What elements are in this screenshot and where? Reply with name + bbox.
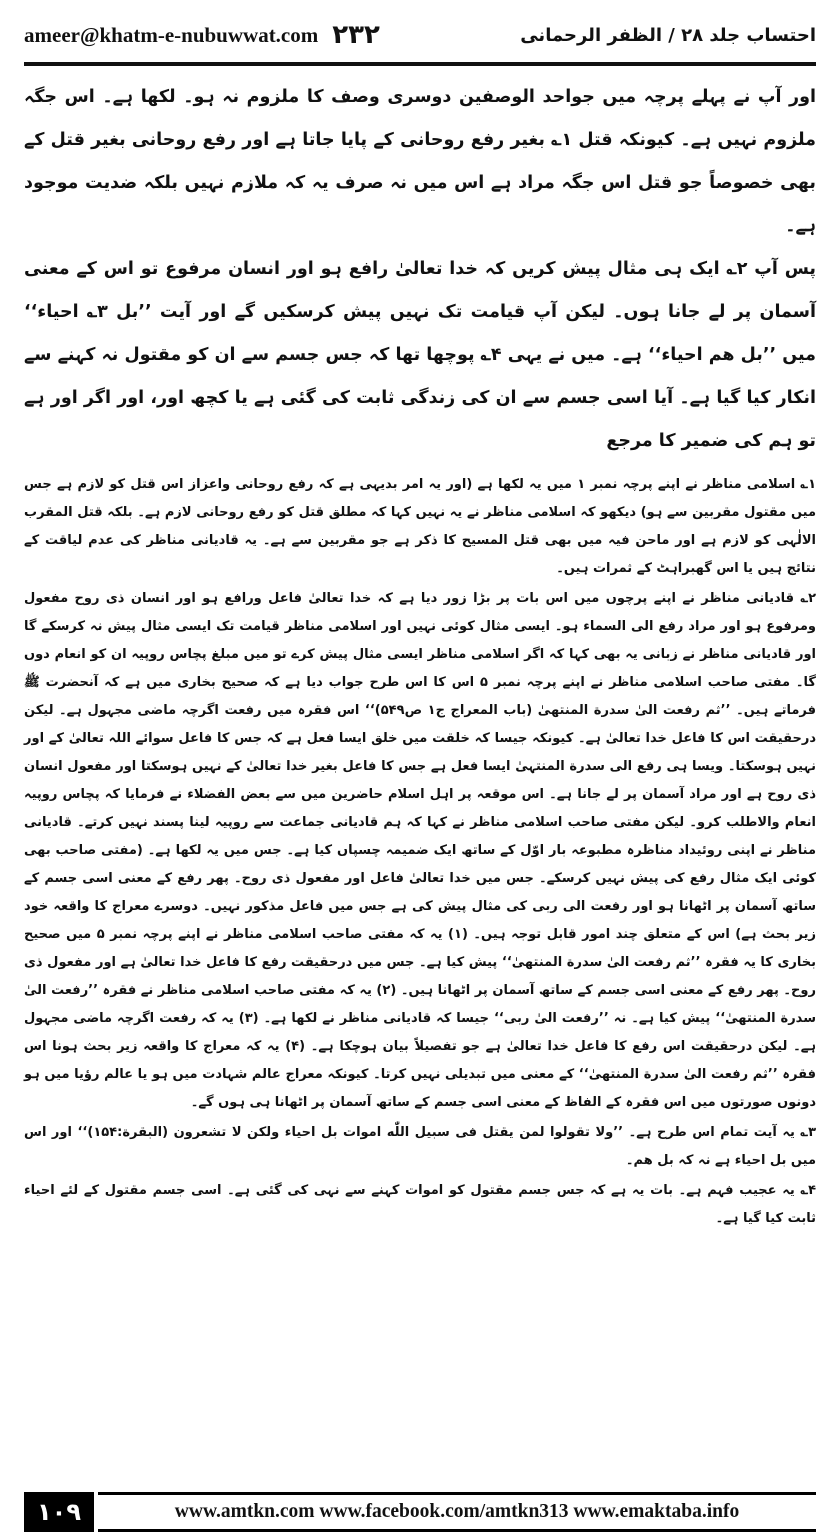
- page-footer: [24, 1492, 816, 1532]
- header-book-title: احتساب جلد ۲۸ / الظفر الرحمانی: [520, 24, 816, 46]
- footer-links[interactable]: www.amtkn.com www.facebook.com/amtkn313 www.emaktaba.info: [98, 1492, 816, 1532]
- header-left: [24, 20, 380, 50]
- page-body: [24, 76, 816, 1235]
- main-paragraph: پس آپ ۲؎ ایک ہی مثال پیش کریں کہ خدا تعالیٰ رافع ہو اور انسان مرفوع تو اس کے معنی آسمان پر لے جانا ہوں۔ لیکن آپ قیامت تک نہیں پیش کرسکیں گے اور آیت ’’بل ۳؎ احیاء‘‘ میں ’’بل هم احیاء‘‘ ہے۔ میں نے یہی ۴؎ پوچھا تھا کہ جس جسم سے ان کو مقتول نہ کہنے سے انکار کیا گیا ہے۔ آیا اسی جسم سے ان کی زندگی ثابت کی گئی ہے یا کچھ اور، اور اگر اور ہے تو ہم کی ضمیر کا مرجع: [24, 259, 817, 451]
- header-email: ameer@khatm-e-nubuwwat.com: [24, 22, 319, 47]
- header-divider: [24, 62, 816, 66]
- footer-folio: ۱۰۹: [24, 1492, 94, 1532]
- footnote: ۴؎ یہ عجیب فہم ہے۔ بات یہ ہے کہ جس جسم مقتول کو اموات کہنے سے نہی کی گئی ہے۔ اسی جسم مقتول کے لئے احیاء ثابت کیا گیا ہے۔: [24, 1183, 816, 1226]
- footnote: ۳؎ یہ آیت تمام اس طرح ہے۔ ’’ولا تقولوا لمن یقتل فی سبیل اللّٰه اموات بل احیاء ولکن لا تشعرون (البقرة:۱۵۴)‘‘ اور اس میں بل احیاء ہے نہ کہ بل هم۔: [24, 1125, 816, 1168]
- page-header: [24, 14, 816, 56]
- footnote: ۲؎ قادیانی مناظر نے اپنے پرچوں میں اس بات پر بڑا زور دیا ہے کہ خدا تعالیٰ فاعل ورافع ہو اور انسان ذی روح مفعول ومرفوع ہو اور مراد رفع الی السماء ہو۔ ایسی مثال کوئی نہیں اور اسلامی مناظر قیامت تک ایسی مثال پیش نہ کرسکے گا اور قادیانی مناظر نے زبانی یہ بھی کہا کہ اگر اسلامی مناظر ایسی مثال پیش کرے تو میں مبلغ پچاس روپیہ ان کو انعام دوں گا۔ مفتی صاحب اسلامی مناظر نے اپنے پرچہ نمبر ۵ اس کا اس طرح جواب دیا ہے کہ صحیح بخاری میں ہے کہ آنحضرت ﷺ فرماتے ہیں۔ ’’ثم رفعت الیٰ سدرة المنتهیٰ (باب المعراج ج۱ ص۵۴۹)‘‘ اس فقرہ میں رفعت اگرچہ ماضی مجہول ہے۔ لیکن درحقیقت اس کا فاعل خدا تعالیٰ ہے۔ کیونکہ جیسا کہ خلقت میں خلق ایسا فعل ہے کہ جس کا فاعل سوائے اللہ تعالیٰ کے اور نہیں ہوسکتا۔ ویسا ہی رفع الی سدرة المنتہیٰ ایسا فعل ہے جس کا فاعل بغیر خدا تعالیٰ کے نہیں ہوسکتا اور مفعول انسان ذی روح ہے اور مراد آسمان پر لے جانا ہے۔ اس موقعہ پر اہل اسلام حاضرین میں سے بعض الفضلاء نے فرمایا کہ پچاس روپیہ انعام والاطلب کرو۔ لیکن مفتی صاحب اسلامی مناظر نے کہا کہ ہم قادیانی جماعت سے روپیہ لینا پسند نہیں کرتے۔ قادیانی مناظر نے اپنی روئیداد مناظرہ مطبوعہ بار اوّل کے ساتھ ایک ضمیمہ چسپاں کیا ہے۔ جس میں یہ لکھا ہے۔ (مفتی صاحب بھی کوئی ایک مثال رفع کی پیش نہیں کرسکے۔ جس میں خدا تعالیٰ فاعل اور مفعول ذی روح۔ پھر رفع کے معنی اسی جسم کے ساتھ آسمان پر اٹھانا ہو اور رفعت الی ربی کی مثال پیش کی ہے جس میں فاعل مذکور نہیں۔ دوسرے معراج کا واقعہ خود زیر بحث ہے) اس کے متعلق چند امور قابل توجہ ہیں۔ (۱) یہ کہ مفتی صاحب اسلامی مناظر نے اپنے پرچہ نمبر ۵ میں صحیح بخاری کا یہ فقرہ ’’ثم رفعت الیٰ سدرة المنتهیٰ‘‘ پیش کیا ہے۔ جس میں درحقیقت رفع کا فاعل خدا تعالیٰ ہے اور مفعول ذی روح۔ پھر رفع کے معنی اسی جسم کے ساتھ آسمان پر اٹھانا ہیں۔ (۲) یہ کہ مفتی صاحب اسلامی مناظر نے فقرہ ’’رفعت الیٰ سدرة المنتهیٰ‘‘ پیش کیا ہے۔ نہ ’’رفعت الیٰ ربی‘‘ جیسا کہ قادیانی مناظر نے لکھا ہے۔ (۳) یہ کہ رفعت اگرچہ ماضی مجہول ہے۔ لیکن درحقیقت اس رفع کا فاعل خدا تعالیٰ ہے جو تفصیلاً بیان ہوچکا ہے۔ (۴) یہ کہ معراج کا واقعہ زیر بحث ہونا اس فقرہ ’’ثم رفعت الیٰ سدرة المنتهیٰ‘‘ کے معنی میں تبدیلی نہیں کرتا۔ کیونکہ معراج عالم شہادت میں ہو یا عالم رؤیا میں ہو دونوں صورتوں میں اس فقرہ کے الفاظ کے معنی اسی جسم کے ساتھ آسمان پر اٹھانا ہی ہوں گے۔: [24, 591, 816, 1110]
- footnotes: [24, 471, 816, 1233]
- header-page-number: ۲۳۲: [332, 20, 380, 50]
- footnote: ۱؎ اسلامی مناظر نے اپنے پرچہ نمبر ۱ میں یہ لکھا ہے (اور یہ امر بدیہی ہے کہ رفع روحانی واعزاز اس قتل کو لازم ہے جس میں مقتول مقربین سے ہو) دیکھو کہ اسلامی مناظر نے یہ نہیں کہا کہ مطلق قتل کو رفع روحانی لازم ہے۔ بلکہ قتل المقرب الالٰہی کو لازم ہے اور ماحن فیہ میں بھی قتل المسیح کا ذکر ہے جو مقربین سے ہے۔ یہ قادیانی مناظر کی عدم لیاقت کے نتائج ہیں یا اس گھبراہٹ کے ثمرات ہیں۔: [24, 477, 816, 576]
- main-paragraph: اور آپ نے پہلے پرچہ میں جواحد الوصفین دوسری وصف کا ملزوم نہ ہو۔ لکھا ہے۔ اس جگہ ملزوم نہیں ہے۔ کیونکہ قتل ۱؎ بغیر رفع روحانی کے پایا جاتا ہے اور رفع روحانی بغیر قتل کے بھی خصوصاً جو قتل اس جگہ مراد ہے اس میں نہ صرف یہ کہ ملازم نہیں بلکہ ضدیت موجود ہے۔: [24, 87, 816, 236]
- main-text: [24, 76, 816, 463]
